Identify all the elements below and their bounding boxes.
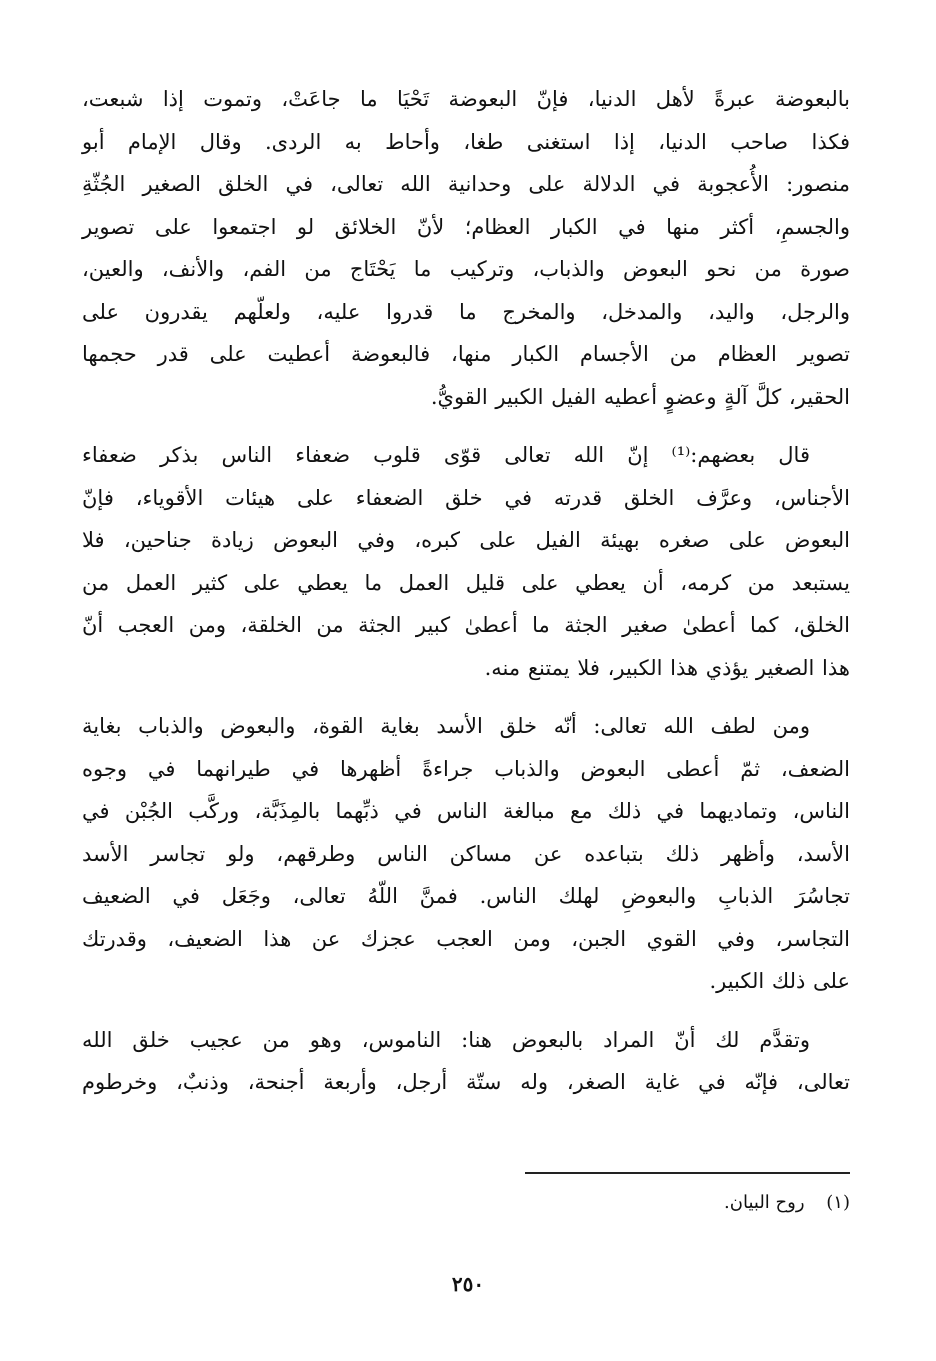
- footnote: [724, 1190, 850, 1216]
- page-number: ٢٥٠: [451, 1272, 485, 1296]
- text-line: تعالى، فإنّه في غاية الصغر، وله ستّة أرجل، وأربعة أجنحة، وذنبٌ، وخرطوم: [82, 1070, 850, 1094]
- text-line: تصوير العظام من الأجسام الكبار منها، فالبعوضة أعطيت على قدر حجمها: [82, 342, 850, 366]
- text-line: بالبعوضة عبرةً لأهل الدنيا، فإنّ البعوضة تَحْيَا ما جاعَتْ، وتموت إذا شبعت،: [82, 87, 850, 111]
- text-line: الخلق، كما أعطىٰ صغير الجثة ما أعطىٰ كبير الجثة من الخلقة، ومن العجب أنّ: [82, 613, 850, 637]
- paragraph: [82, 705, 850, 1003]
- text-line: الحقير، كلَّ آلةٍ وعضوٍ أعطيه الفيل الكبير القويُّ.: [430, 384, 850, 409]
- footnote-text: روح البيان.: [724, 1192, 805, 1213]
- text-line: منصور: الأُعجوبة في الدلالة على وحدانية الله تعالى، في الخلق الصغير الجُثّةِ: [82, 172, 850, 196]
- text-line: الأجناس، وعرَّف الخلق قدرته في خلق الضعفاء على هيئات الأقوياء، فإنّ: [82, 485, 850, 510]
- text-line: على ذلك الكبير.: [709, 969, 850, 993]
- text-line: والجسمِ، أكثر منها في الكبار العظام؛ لأنّ الخلائق لو اجتمعوا على تصوير: [82, 214, 850, 239]
- text-line: هذا الصغير يؤذي هذا الكبير، فلا يمتنع منه.: [484, 655, 850, 680]
- paragraph: [82, 434, 850, 689]
- text-line: وتقدَّم لك أنّ المراد بالبعوض هنا: الناموس، وهو من عجيب خلق الله: [82, 1027, 810, 1052]
- text-line: البعوض على صغره بهيئة الفيل على كبره، وفي البعوض زيادة جناحين، فلا: [82, 528, 850, 552]
- text-line: يستبعد من كرمه، أن يعطي على قليل العمل ما يعطي على كثير العمل من: [82, 570, 850, 595]
- text-line: التجاسر، وفي القوي الجبن، ومن العجب عجزك عن هذا الضعيف، وقدرتك: [82, 926, 850, 951]
- paragraph: [82, 1019, 850, 1104]
- footnote-divider: [525, 1172, 850, 1174]
- text-line: والرجل، واليد، والمدخل، والمخرج ما قدروا عليه، ولعلّهم يقدرون على: [82, 299, 850, 324]
- text-line: الأسد، وأظهر ذلك بتباعده عن مساكن الناس وطرقهم، ولو تجاسر الأسد: [82, 841, 850, 866]
- book-page: [82, 78, 850, 1278]
- text-line: قال بعضهم:⁽¹⁾ إنّ الله تعالى قوّى قلوب ضعفاء الناس بذكر ضعفاء: [82, 443, 810, 467]
- text-line: الناس، وتماديهما في ذلك مع مبالغة الناس في ذبِّهما بالمِذَبَّة، وركَّب الجُبْن في: [82, 799, 850, 823]
- paragraph: [82, 78, 850, 418]
- footnote-marker: (١): [826, 1192, 850, 1213]
- text-line: صورة من نحو البعوض والذباب، وتركيب ما يَحْتَاج من الفم، والأنف، والعين،: [82, 257, 850, 281]
- text-line: فكذا صاحب الدنيا، إذا استغنى طغا، وأحاط به الردى. وقال الإمام أبو: [82, 129, 850, 154]
- text-line: ومن لطف الله تعالى: أنّه خلق الأسد بغاية القوة، والبعوض والذباب بغاية: [82, 714, 810, 738]
- text-line: تجاسُرَ الذبابِ والبعوضِ لهلك الناس. فمنَّ اللّهُ تعالى، وجَعَل في الضعيف: [82, 884, 850, 908]
- text-line: الضعف، ثمّ أعطى البعوض والذباب جراءةً أظهرها في طيرانهما في وجوه: [82, 756, 850, 781]
